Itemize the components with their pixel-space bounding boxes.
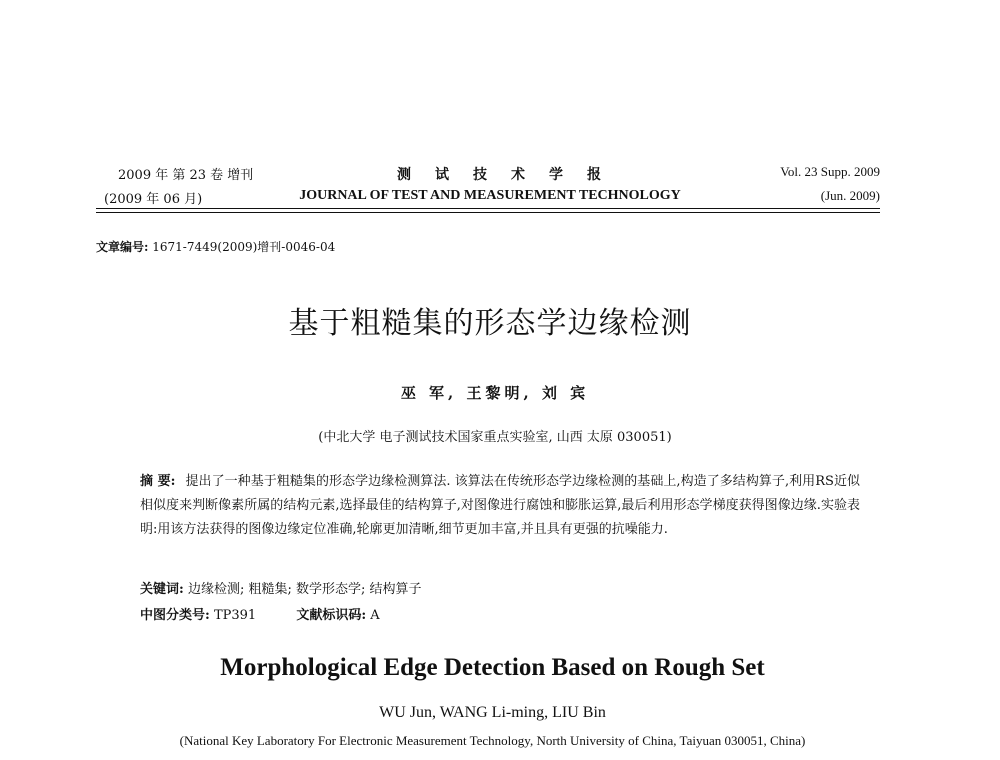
article-number [96,238,335,255]
keywords-cn [140,578,422,597]
doc-code-label: 文献标识码: [296,608,367,623]
article-number-value: 1671-7449(2009)增刊-0046-04 [152,240,336,254]
abstract-text: 提出了一种基于粗糙集的形态学边缘检测算法. 该算法在传统形态学边缘检测的基础上,构造了多结构算子,利用RS近似相似度来判断像素所属的结构元素,选择最佳的结构算子,对图像进行腐蚀和膨胀运算,最后利用形态学梯度获得图像边缘.实验表明:用该方法获得的图像边缘定位准确,轮廓更加清晰,细节更加丰富,并且具有更强的抗噪能力. [140,474,860,537]
journal-title-cn: 测试技术学报 [397,167,625,183]
paper-title-en: Morphological Edge Detection Based on Rough Set [220,654,765,681]
classification-line [140,604,380,623]
journal-title-en: JOURNAL OF TEST AND MEASUREMENT TECHNOLOGY [299,188,681,203]
header-rule-thin [96,212,880,213]
header-rule-thick [96,208,880,209]
paper-title-cn: 基于粗糙集的形态学边缘检测 [288,306,692,341]
affiliation-en: (National Key Laboratory For Electronic Measurement Technology, North University of China, Taiyuan 030051, China) [179,733,806,748]
issue-date-en: (Jun. 2009) [820,188,880,203]
volume-info-en: Vol. 23 Supp. 2009 [780,164,880,179]
abstract-label: 摘 要: [140,474,176,489]
authors-en: WU Jun, WANG Li-ming, LIU Bin [379,704,606,721]
article-number-label: 文章编号: [96,240,149,254]
issue-info-cn: 2009 年 第 23 卷 增刊 [118,168,254,183]
authors-cn: 巫 军, 王黎明, 刘 宾 [400,384,590,402]
keywords-label: 关键词: [140,582,184,597]
clc-label: 中图分类号: [140,608,210,623]
keywords-text: 边缘检测; 粗糙集; 数学形态学; 结构算子 [187,582,422,597]
issue-date-cn: (2009 年 06 月) [104,192,203,207]
doc-code-value: A [370,608,380,623]
clc-value: TP391 [213,608,257,623]
abstract-cn [140,470,860,542]
affiliation-cn: (中北大学 电子测试技术国家重点实验室, 山西 太原 030051) [318,430,672,445]
